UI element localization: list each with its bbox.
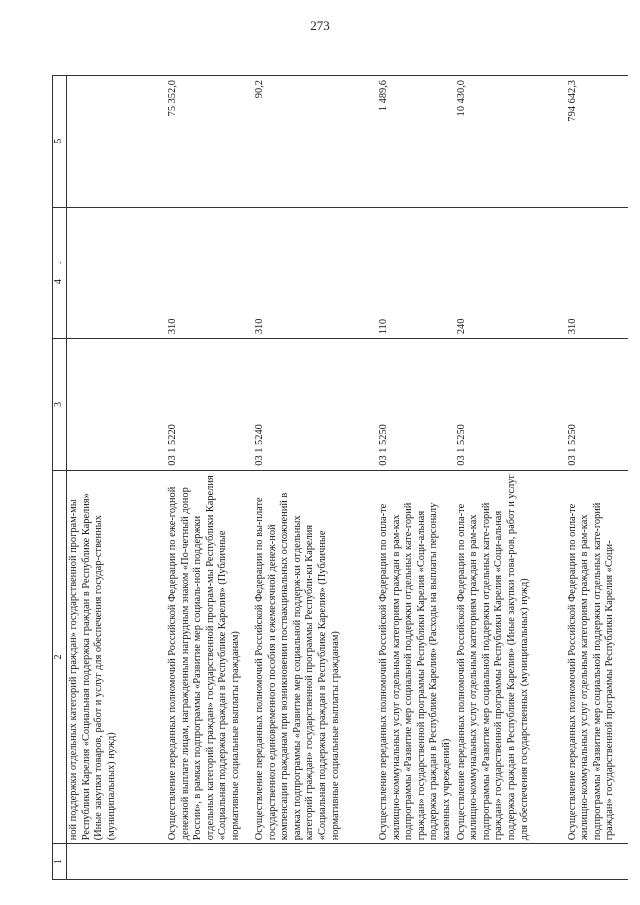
row-amount: 794 642,3 [566, 76, 628, 208]
header-col-4 [53, 207, 67, 339]
row-index-cell [166, 844, 253, 880]
header-col-1: 1 [53, 844, 67, 880]
header-col-5: 5 [53, 76, 67, 208]
table-row [253, 76, 377, 880]
row-index-cell [566, 844, 628, 880]
row-code: 03 1 5250 [455, 339, 566, 471]
row-description: Осуществление переданных полномочий Российской Федерации по опла-те жилищно-коммунальных услуг отдельным категориям граждан в рам-ках подпрограммы «Развитие мер социальной поддержки отдельных кате-горий граждан» государственной программы Республики Карелия «Соци-альная поддержка граждан в Республике Карелия» (Иные закупки това-ров, работ и услуг для обеспечения государственных (муниципальных) нужд) [455, 470, 566, 844]
row-type: 110 [377, 207, 455, 339]
row-index-cell [377, 844, 455, 880]
header-col-4-label: 4 [53, 279, 64, 285]
page-number: 273 [310, 18, 330, 33]
header-mark: . [53, 261, 64, 265]
budget-table-rotated [52, 75, 616, 880]
row-amount: 90,2 [253, 76, 377, 208]
row-type: 310 [566, 207, 628, 339]
row-amount: 1 489,6 [377, 76, 455, 208]
row-index-cell [253, 844, 377, 880]
row-index-cell [67, 844, 167, 880]
row-index-cell [455, 844, 566, 880]
row-code: 03 1 5250 [566, 339, 628, 471]
row-type: 310 [166, 207, 253, 339]
table-row [377, 76, 455, 880]
header-col-2: 2 [53, 470, 67, 844]
row-code: 03 1 5250 [377, 339, 455, 471]
row-amount: 75 352,0 [166, 76, 253, 208]
row-description: Осуществление переданных полномочий Российской Федерации по опла-те жилищно-коммунальных услуг отдельным категориям граждан в рам-ках подпрограммы «Развитие мер социальной поддержки отдельных кате-горий граждан» государственной программы Республики Карелия «Соци-альная поддержка граждан в Республике Карелия» (Расходы на выплаты персоналу казенных учреждений) [377, 470, 455, 844]
table-row [166, 76, 253, 880]
header-row [53, 76, 67, 880]
row-type: 310 [253, 207, 377, 339]
row-amount: 10 430,0 [455, 76, 566, 208]
budget-table [52, 75, 628, 880]
row-description: Осуществление переданных полномочий Российской Федерации по опла-те жилищно-коммунальных услуг отдельным категориям граждан в рам-ках подпрограммы «Развитие мер социальной поддержки отдельных кате-горий граждан» государственной программы Республики Карелия «Соци- [566, 470, 628, 844]
table-row [455, 76, 566, 880]
row-amount [67, 76, 167, 208]
row-type: 240 [455, 207, 566, 339]
row-description: ной поддержки отдельных категорий граждан» государственной програм-мы Республики Карелия «Социальная поддержка граждан в Республике Карелия» (Иные закупки товаров, работ и услуг для обеспечения государ-ственных (муниципальных) нужд) [67, 470, 167, 844]
row-code: 03 1 5240 [253, 339, 377, 471]
table-row [566, 76, 628, 880]
table-row [67, 76, 167, 880]
row-code: 03 1 5220 [166, 339, 253, 471]
row-description: Осуществление переданных полномочий Российской Федерации по еже-годной денежной выплате лицам, награжденным нагрудным знаком «По-четный донор России», в рамках подпрограммы «Развитие мер социаль-ной поддержки отдельных категорий граждан» государственной програм-мы Республики Карелия «Социальная поддержка граждан в Республике Карелия» (Публичные нормативные социальные выплаты гражданам) [166, 470, 253, 844]
row-description: Осуществление переданных полномочий Российской Федерации по вы-плате государственного единовременного пособия и ежемесячной денеж-ной компенсации гражданам при возникновении поствакцинальных осложнений в рамках подпрограммы «Развитие мер социальной поддерж-ки отдельных категорий граждан» государственной программы Республи-ки Карелия «Социальная поддержка граждан в Республике Карелия» (Публичные нормативные социальные выплаты гражданам) [253, 470, 377, 844]
row-code [67, 339, 167, 471]
header-col-3: 3 [53, 339, 67, 471]
row-type [67, 207, 167, 339]
